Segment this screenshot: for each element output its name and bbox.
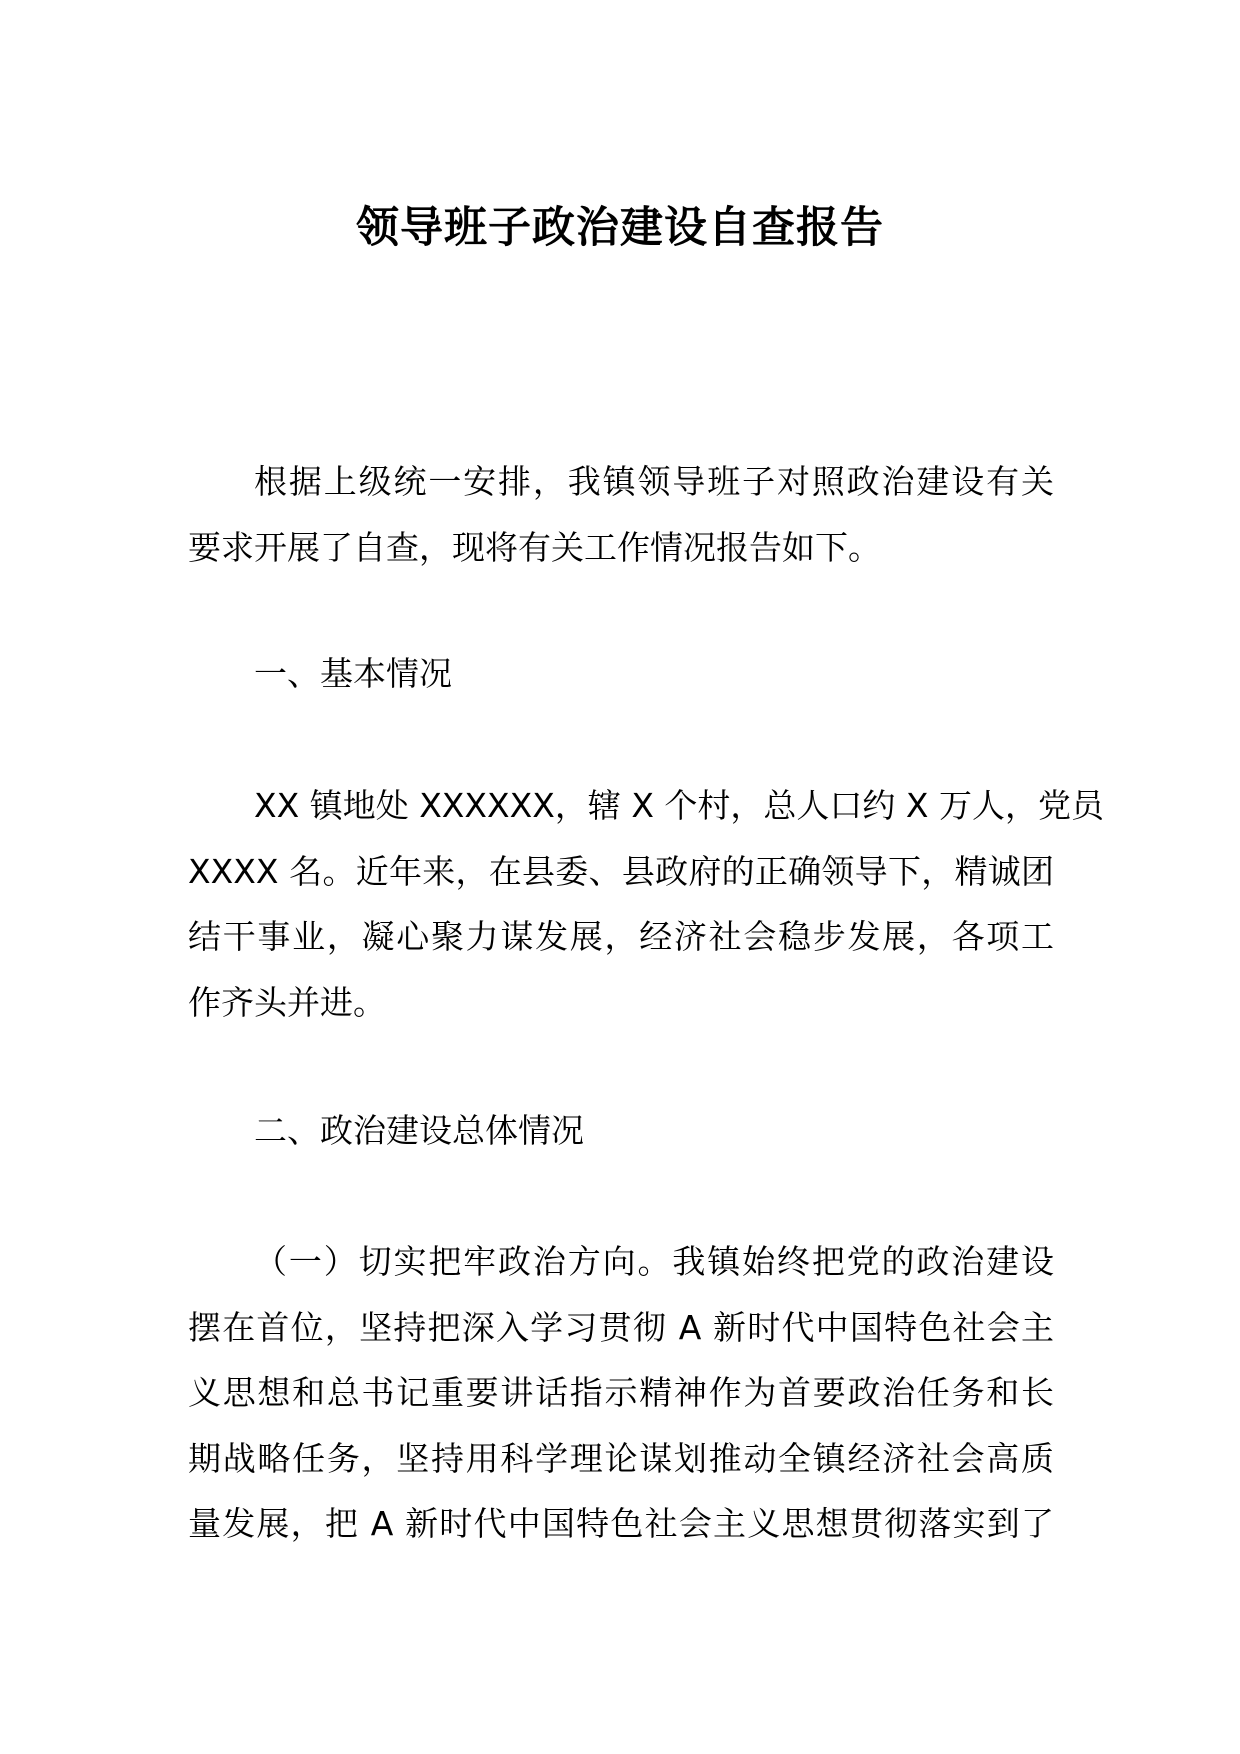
paragraph-line: 根据上级统一安排，我镇领导班子对照政治建设有关 [254, 462, 1054, 501]
paragraph-line: 要求开展了自查，现将有关工作情况报告如下。 [188, 527, 881, 567]
paragraph-line: 摆在首位，坚持把深入学习贯彻 A 新时代中国特色社会主 [188, 1307, 1054, 1347]
section-heading: 一、基本情况 [254, 654, 452, 693]
section-heading-basic [188, 641, 1054, 707]
paragraph-line: 作齐头并进。 [188, 982, 386, 1022]
political-direction-paragraph [188, 1229, 1054, 1557]
section-heading: 二、政治建设总体情况 [254, 1111, 584, 1150]
paragraph-line: 量发展，把 A 新时代中国特色社会主义思想贯彻落实到了 [188, 1504, 1054, 1543]
paragraph-line: 结干事业，凝心聚力谋发展，经济社会稳步发展，各项工 [188, 917, 1054, 956]
paragraph-line: （一）切实把牢政治方向。我镇始终把党的政治建设 [254, 1242, 1054, 1281]
paragraph-line: 义思想和总书记重要讲话指示精神作为首要政治任务和长 [188, 1373, 1054, 1412]
document-title: 领导班子政治建设自查报告 [356, 203, 884, 253]
intro-paragraph [188, 449, 1054, 580]
paragraph-line: XX 镇地处 XXXXXX，辖 X 个村，总人口约 X 万人，党员 [254, 786, 1105, 825]
section-heading-political [188, 1098, 1054, 1164]
basic-info-paragraph [188, 773, 1105, 1035]
paragraph-line: 期战略任务，坚持用科学理论谋划推动全镇经济社会高质 [188, 1438, 1054, 1478]
paragraph-line: XXXX 名。近年来，在县委、县政府的正确领导下，精诚团 [188, 851, 1054, 891]
